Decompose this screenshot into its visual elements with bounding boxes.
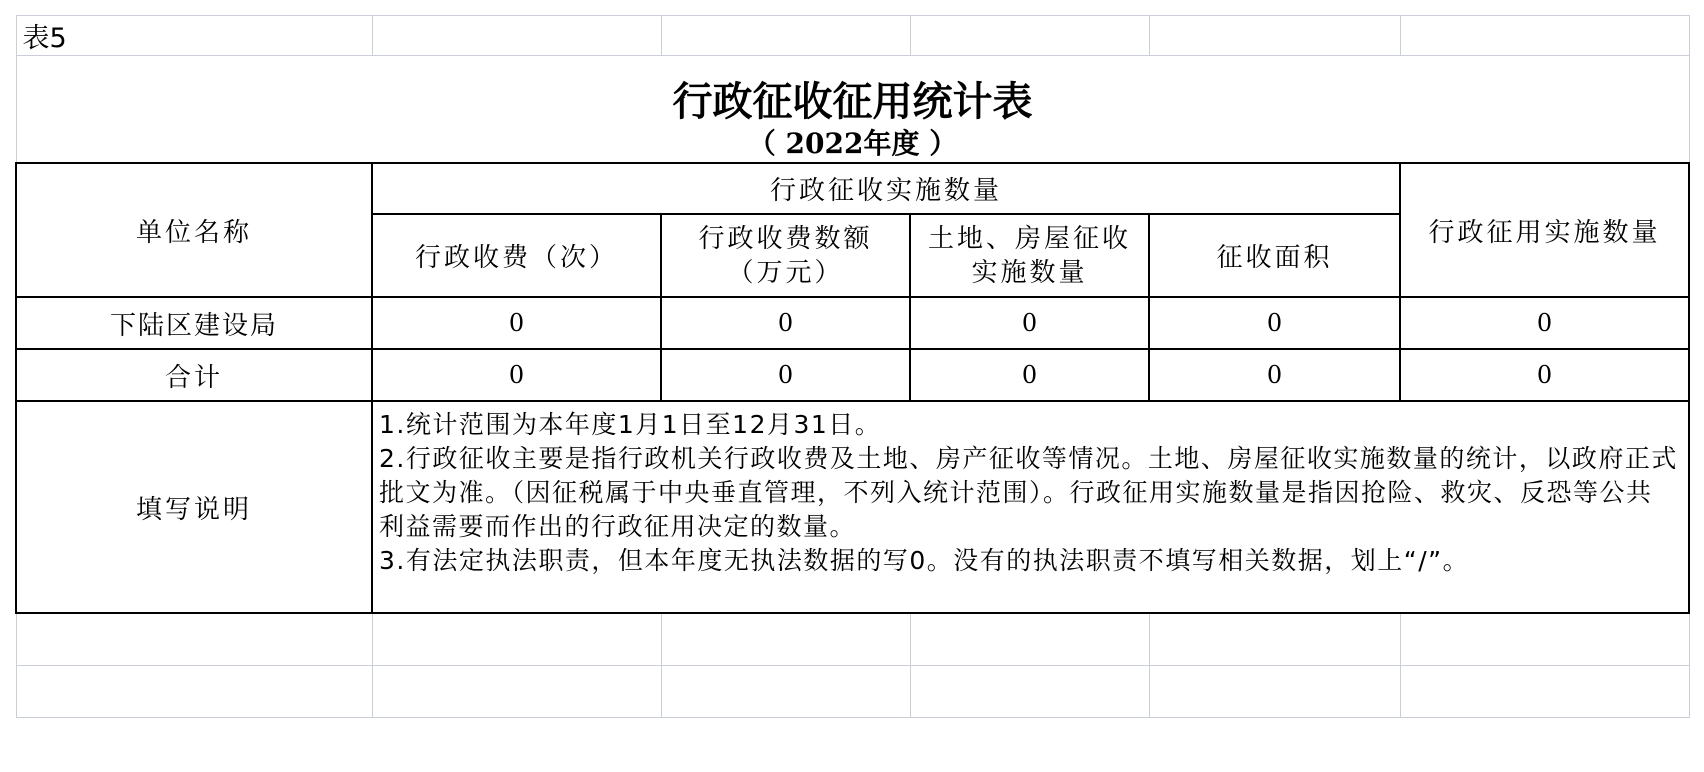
row-unit-area[interactable]: 0: [1149, 297, 1400, 349]
title-cell[interactable]: [16, 56, 1689, 164]
empty-cell[interactable]: [910, 613, 1149, 665]
row-unit-requisition[interactable]: 0: [1400, 297, 1689, 349]
sheet-tag[interactable]: 表5: [16, 16, 372, 56]
page-title: 行政征收征用统计表: [672, 78, 1033, 125]
empty-cell[interactable]: [1149, 16, 1400, 56]
header-land-house-line1: 土地、房屋征收: [927, 223, 1131, 254]
empty-cell[interactable]: [910, 665, 1149, 717]
empty-cell[interactable]: [16, 613, 372, 665]
note-line-1: 1.统计范围为本年度1月1日至12月31日。: [379, 410, 882, 439]
empty-cell[interactable]: [372, 665, 661, 717]
row-unit-fee-count[interactable]: 0: [372, 297, 661, 349]
header-land-house[interactable]: [910, 214, 1149, 297]
empty-cell[interactable]: [661, 16, 910, 56]
notes-content[interactable]: [372, 401, 1689, 613]
row-total-requisition[interactable]: 0: [1400, 349, 1689, 401]
empty-cell[interactable]: [1400, 613, 1689, 665]
header-area[interactable]: 征收面积: [1149, 214, 1400, 297]
statistics-table: [15, 15, 1690, 718]
header-land-house-line2: 实施数量: [971, 257, 1088, 288]
empty-cell[interactable]: [16, 665, 372, 717]
header-unit-name[interactable]: 单位名称: [16, 163, 372, 297]
header-admin-fee-count[interactable]: 行政收费（次）: [372, 214, 661, 297]
note-line-3: 3.有法定执法职责，但本年度无执法数据的写0。没有的执法职责不填写相关数据，划上“/”。: [379, 546, 1470, 575]
empty-cell[interactable]: [1149, 613, 1400, 665]
row-unit-land-house[interactable]: 0: [910, 297, 1149, 349]
empty-cell[interactable]: [910, 16, 1149, 56]
row-label-total[interactable]: 合计: [16, 349, 372, 401]
header-requisition[interactable]: 行政征用实施数量: [1400, 163, 1689, 297]
header-admin-fee-amount-line2: （万元）: [727, 257, 844, 288]
empty-cell[interactable]: [372, 16, 661, 56]
header-admin-fee-amount[interactable]: [661, 214, 910, 297]
note-line-2: 2.行政征收主要是指行政机关行政收费及土地、房产征收等情况。土地、房屋征收实施数量的统计，以政府正式批文为准。（因征税属于中央垂直管理，不列入统计范围）。行政征用实施数量是指因抢险、救灾、反恐等公共利益需要而作出的行政征用决定的数量。: [379, 444, 1678, 541]
row-total-fee-count[interactable]: 0: [372, 349, 661, 401]
empty-cell[interactable]: [1400, 665, 1689, 717]
header-admin-fee-amount-line1: 行政收费数额: [698, 223, 873, 254]
empty-cell[interactable]: [1149, 665, 1400, 717]
empty-cell[interactable]: [1400, 16, 1689, 56]
row-total-land-house[interactable]: 0: [910, 349, 1149, 401]
empty-cell[interactable]: [372, 613, 661, 665]
row-total-fee-amount[interactable]: 0: [661, 349, 910, 401]
header-collection-group[interactable]: 行政征收实施数量: [372, 163, 1400, 214]
page-subtitle: （ 2022年度 ）: [747, 127, 958, 160]
empty-cell[interactable]: [661, 665, 910, 717]
empty-cell[interactable]: [661, 613, 910, 665]
notes-label[interactable]: 填写说明: [16, 401, 372, 613]
row-total-area[interactable]: 0: [1149, 349, 1400, 401]
row-unit-fee-amount[interactable]: 0: [661, 297, 910, 349]
row-label-unit[interactable]: 下陆区建设局: [16, 297, 372, 349]
